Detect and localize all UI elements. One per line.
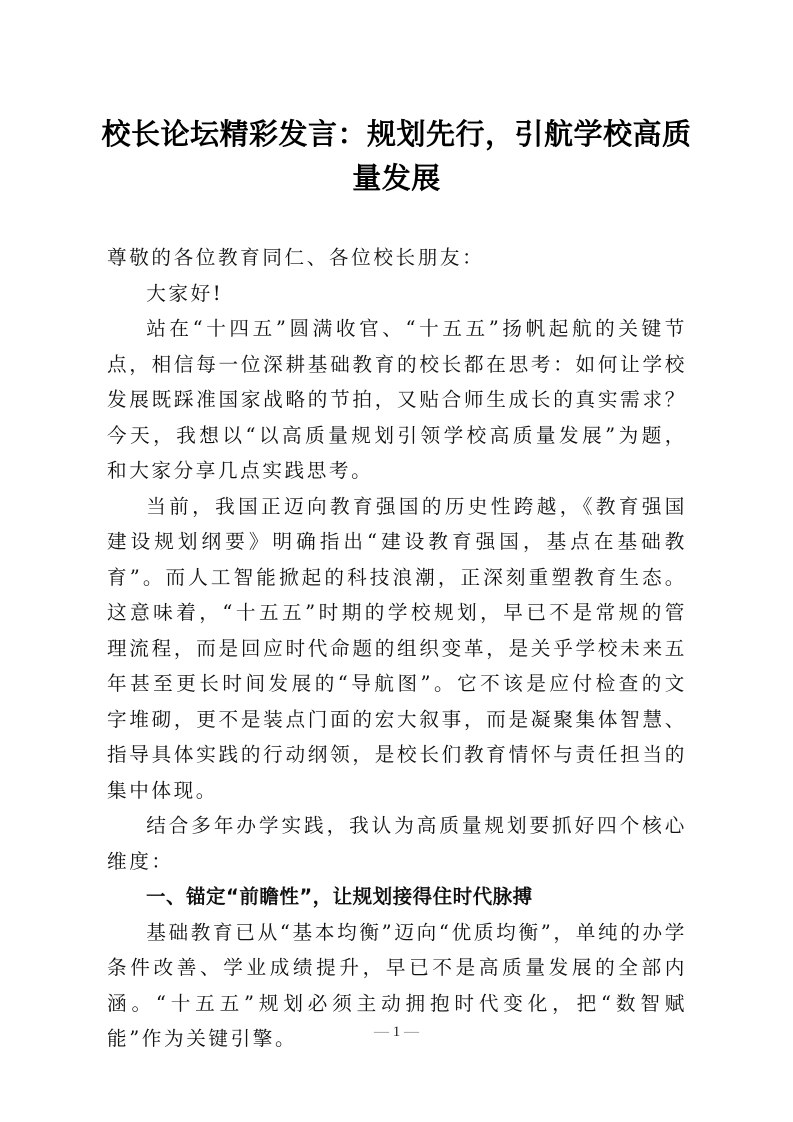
document-title: 校长论坛精彩发言：规划先行，引航学校高质量发展 — [101, 117, 692, 195]
paragraph: 基础教育已从“基本均衡”迈向“优质均衡”，单纯的办学条件改善、学业成绩提升，早已不是高质量发展的全部内涵。“十五五”规划必须主动拥抱时代变化，把“数智赋能”作为关键引擎。 — [107, 920, 687, 1050]
paragraph: 结合多年办学实践，我认为高质量规划要抓好四个核心维度： — [107, 814, 687, 873]
footer-dash-left: — — [374, 1024, 389, 1040]
page-number: 1 — [392, 1024, 401, 1040]
paragraph: 站在“十四五”圆满收官、“十五五”扬帆起航的关键节点，相信每一位深耕基础教育的校长都在思考：如何让学校发展既踩准国家战略的节拍，又贴合师生成长的真实需求？今天，我想以“以高质量规划引领学校高质量发展”为题，和大家分享几点实践思考。 — [107, 317, 687, 482]
section-heading: 一、锚定“前瞻性”，让规划接得住时代脉搏 — [146, 885, 533, 908]
greeting: 大家好! — [146, 281, 224, 305]
page-footer — [0, 1024, 793, 1041]
salutation: 尊敬的各位教育同仁、各位校长朋友： — [107, 246, 485, 269]
footer-dash-right: — — [404, 1024, 419, 1040]
document-body — [107, 240, 687, 1057]
paragraph: 当前，我国正迈向教育强国的历史性跨越，《教育强国建设规划纲要》明确指出“建设教育强国，基点在基础教育”。而人工智能掀起的科技浪潮，正深刻重塑教育生态。这意味着，“十五五”时期的学校规划，早已不是常规的管理流程，而是回应时代命题的组织变革，是关乎学校未来五年甚至更长时间发展的“导航图”。它不该是应付检查的文字堆砌，更不是装点门面的宏大叙事，而是凝聚集体智慧、指导具体实践的行动纲领，是校长们教育情怀与责任担当的集中体现。 — [107, 494, 687, 802]
